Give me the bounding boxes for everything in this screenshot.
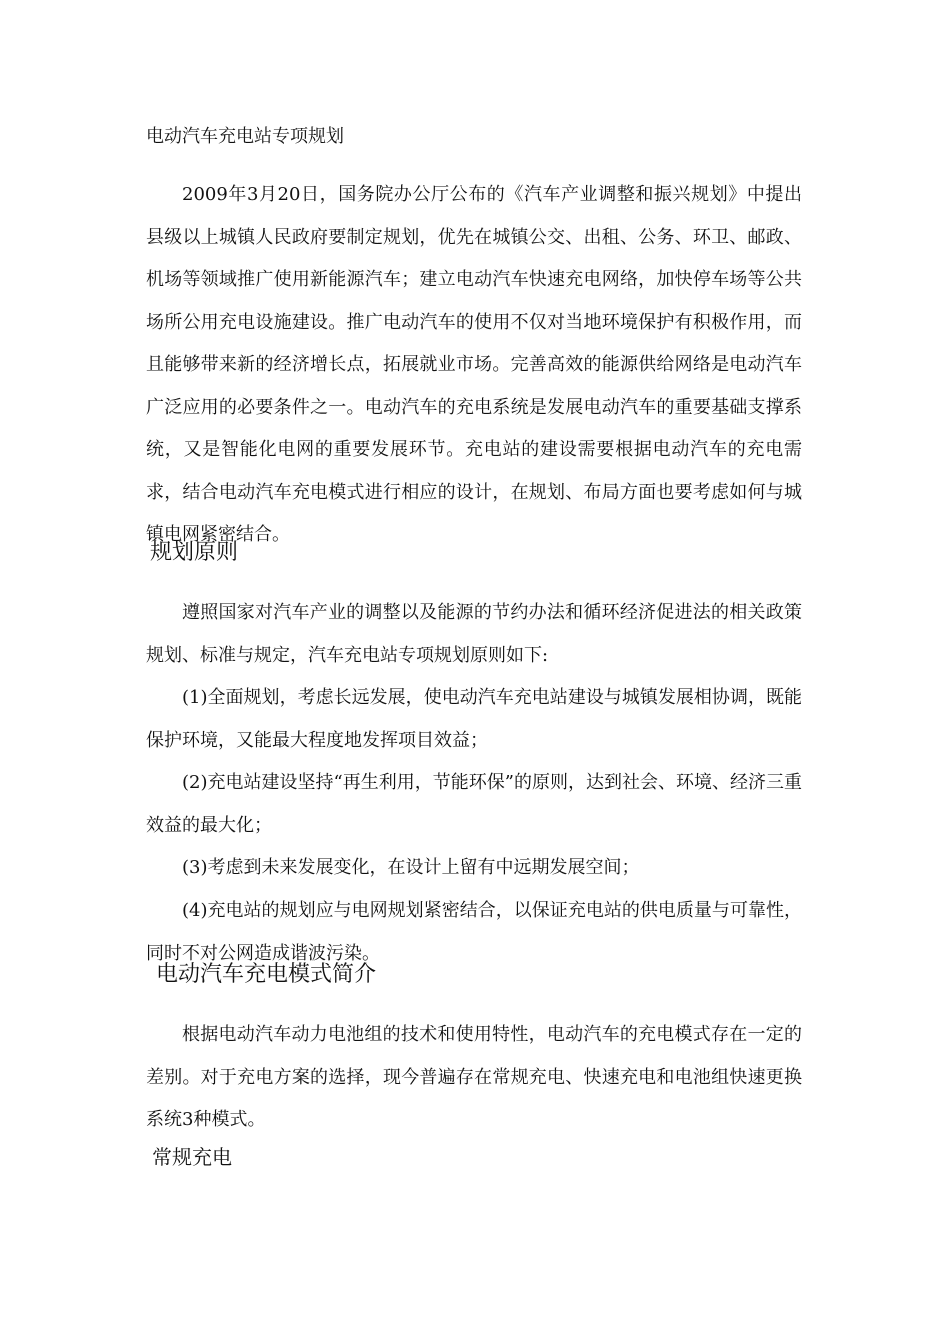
intro-paragraph: 2009年3月20日，国务院办公厅公布的《汽车产业调整和振兴规划》中提出县级以上城镇人民政府要制定规划，优先在城镇公交、出租、公务、环卫、邮政、机场等领域推广使用新能源汽车；建立电动汽车快速充电网络，加快停车场等公共场所公用充电设施建设。推广电动汽车的使用不仅对当地环境保护有积极作用，而且能够带来新的经济增长点，拓展就业市场。完善高效的能源供给网络是电动汽车广泛应用的必要条件之一。电动汽车的充电系统是发展电动汽车的重要基础支撑系统，又是智能化电网的重要发展环节。充电站的建设需要根据电动汽车的充电需求，结合电动汽车充电模式进行相应的设计，在规划、布局方面也要考虑如何与城镇电网紧密结合。 [146,184,802,545]
principles-intro-paragraph: 遵照国家对汽车产业的调整以及能源的节约办法和循环经济促进法的相关政策规划、标准与规定，汽车充电站专项规划原则如下: [146,602,802,666]
subsection-heading-regular-charging: 常规充电 [152,1145,232,1169]
principle-item-1: (1)全面规划，考虑长远发展，使电动汽车充电站建设与城镇发展相协调，既能保护环境，又能最大程度地发挥项目效益； [146,687,802,751]
document-title: 电动汽车充电站专项规划 [146,126,344,147]
principle-item-4: (4)充电站的规划应与电网规划紧密结合，以保证充电站的供电质量与可靠性，同时不对公网造成谐波污染。 [146,900,802,964]
principle-item-2: (2)充电站建设坚持“再生利用，节能环保”的原则，达到社会、环境、经济三重效益的最大化； [146,772,802,836]
principle-item-3: (3)考虑到未来发展变化，在设计上留有中远期发展空间； [182,857,640,878]
charging-modes-paragraph: 根据电动汽车动力电池组的技术和使用特性，电动汽车的充电模式存在一定的差别。对于充电方案的选择，现今普遍存在常规充电、快速充电和电池组快速更换系统3种模式。 [146,1024,802,1130]
section-heading-charging-modes: 电动汽车充电模式简介 [156,962,377,987]
section-heading-principles: 规划原则 [150,540,239,565]
